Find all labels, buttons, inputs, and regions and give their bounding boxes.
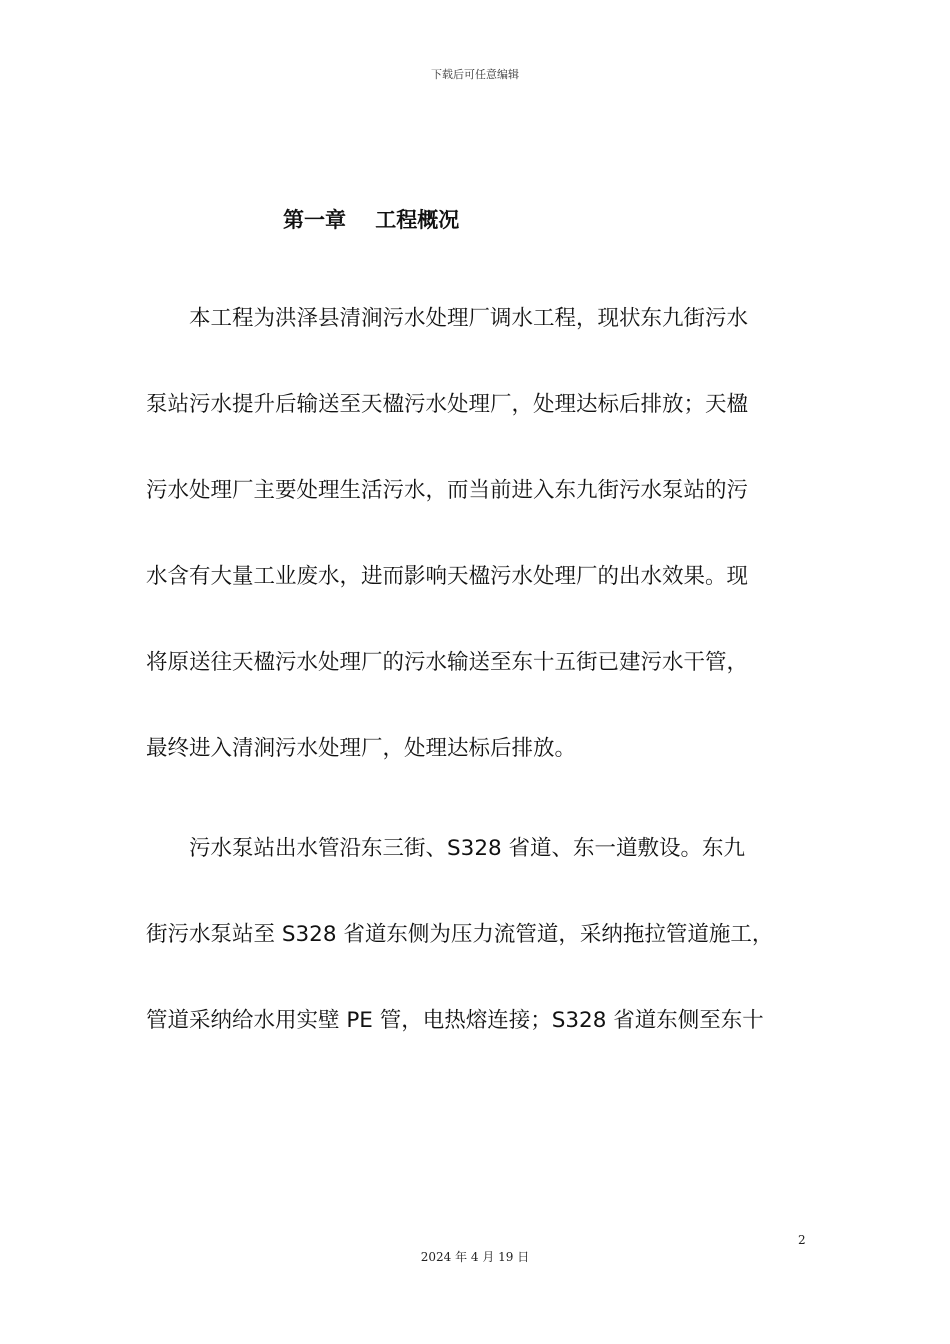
- paragraph-pipeline-route: [146, 806, 806, 1064]
- paragraph-line: 水含有大量工业废水，进而影响天楹污水处理厂的出水效果。现: [146, 564, 749, 589]
- paragraph-line: 本工程为洪泽县清涧污水处理厂调水工程，现状东九街污水: [146, 306, 749, 331]
- chapter-title: 第一章 工程概况: [283, 208, 460, 232]
- footer-date: 2024 年 4 月 19 日: [420, 1250, 530, 1264]
- paragraph-line: 街污水泵站至 S328 省道东侧为压力流管道，采纳拖拉管道施工，: [146, 922, 774, 947]
- header-note: 下载后可任意编辑: [431, 68, 519, 81]
- paragraph-line: 最终进入清涧污水处理厂，处理达标后排放。: [146, 736, 577, 761]
- paragraph-line: 污水泵站出水管沿东三街、S328 省道、东一道敷设。东九: [146, 836, 746, 861]
- paragraph-line: 管道采纳给水用实壁 PE 管，电热熔连接；S328 省道东侧至东十: [146, 1008, 764, 1033]
- paragraph-line: 污水处理厂主要处理生活污水，而当前进入东九街污水泵站的污: [146, 478, 749, 503]
- paragraph-project-overview: [146, 276, 806, 792]
- paragraph-line: 泵站污水提升后输送至天楹污水处理厂，处理达标后排放；天楹: [146, 392, 749, 417]
- page-number: 2: [798, 1233, 806, 1247]
- paragraph-line: 将原送往天楹污水处理厂的污水输送至东十五街已建污水干管，: [146, 650, 749, 675]
